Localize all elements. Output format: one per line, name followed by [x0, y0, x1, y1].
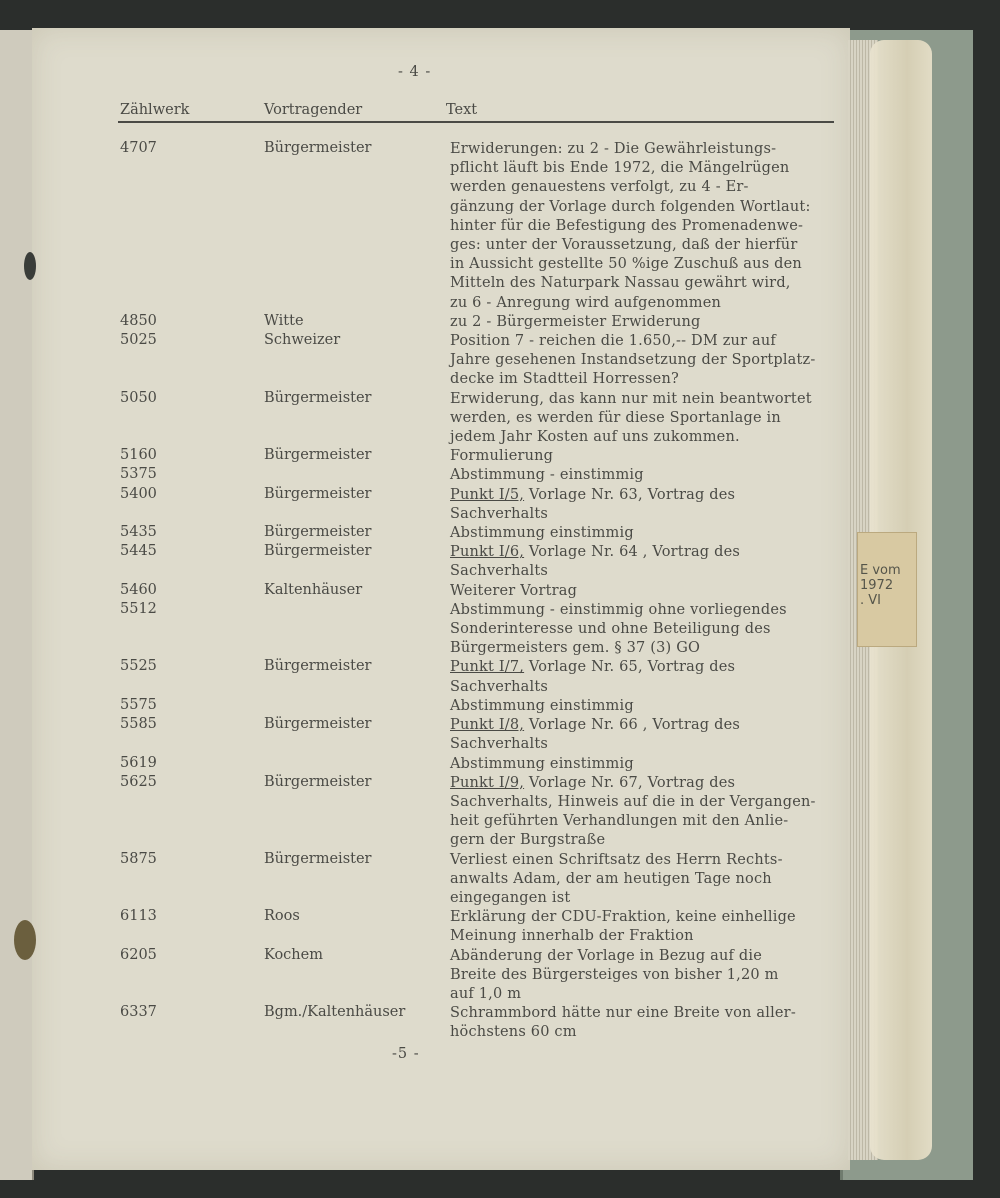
counter-cell: 6205: [120, 946, 157, 963]
header-rule: [118, 121, 834, 123]
text-cell: [450, 1004, 835, 1042]
header-text: Text: [446, 102, 478, 118]
table-row: [0, 716, 1000, 754]
speaker-cell: Bürgermeister: [264, 658, 372, 675]
text-cell: [450, 947, 835, 1005]
header-counter: Zählwerk: [120, 102, 190, 118]
counter-cell: 4850: [120, 312, 157, 329]
table-row: [0, 947, 1000, 1005]
agenda-item-ref: Punkt I/6,: [450, 544, 525, 561]
counter-cell: 5875: [120, 850, 157, 867]
speaker-cell: Witte: [264, 312, 304, 329]
text-body: Schrammbord hätte nur eine Breite von aller- höchstens 60 cm: [450, 1005, 796, 1041]
speaker-cell: Kochem: [264, 946, 323, 963]
speaker-cell: Bürgermeister: [264, 716, 372, 733]
table-row: [0, 543, 1000, 581]
archive-label-line: 1972: [860, 578, 894, 593]
text-body: Erwiderung, das kann nur mit nein beantwortet werden, es werden für diese Sportanlage in jedem Jahr Kosten auf uns zukommen.: [450, 390, 812, 446]
text-cell: [450, 658, 835, 696]
speaker-cell: Kaltenhäuser: [264, 581, 363, 598]
agenda-item-ref: Punkt I/7,: [450, 659, 525, 676]
table-row: [0, 140, 1000, 313]
counter-cell: 5625: [120, 773, 157, 790]
agenda-item-ref: Punkt I/5,: [450, 486, 525, 503]
archive-label-line: E vom: [860, 563, 901, 578]
text-cell: [450, 601, 835, 659]
text-cell: [450, 851, 835, 909]
text-cell: [450, 697, 835, 716]
speaker-cell: Schweizer: [264, 332, 341, 349]
counter-cell: 5375: [120, 466, 157, 483]
header-speaker: Vortragender: [264, 102, 363, 118]
counter-cell: 5525: [120, 658, 157, 675]
text-body: zu 2 - Bürgermeister Erwiderung: [450, 313, 701, 330]
table-row: [0, 658, 1000, 696]
agenda-item-ref: Punkt I/8,: [450, 717, 525, 734]
text-body: Vorlage Nr. 63, Vortrag des Sachverhalts: [450, 486, 736, 522]
text-body: Vorlage Nr. 66 , Vortrag des Sachverhalts: [450, 717, 740, 753]
counter-cell: 6337: [120, 1004, 157, 1021]
table-row: [0, 851, 1000, 909]
counter-cell: 5619: [120, 754, 157, 771]
text-body: Position 7 - reichen die 1.650,-- DM zur auf Jahre gesehenen Instandsetzung der Sportplatz- decke im Stadtteil Horressen?: [450, 333, 816, 388]
text-cell: [450, 755, 835, 774]
speaker-cell: Bürgermeister: [264, 850, 372, 867]
text-cell: [450, 466, 835, 485]
text-body: Vorlage Nr. 65, Vortrag des Sachverhalts: [450, 659, 736, 695]
speaker-cell: Roos: [264, 908, 300, 925]
counter-cell: 5445: [120, 543, 157, 560]
table-row: [0, 524, 1000, 543]
speaker-cell: Bürgermeister: [264, 389, 372, 406]
text-body: Abstimmung einstimmig: [450, 525, 634, 542]
text-body: Abstimmung einstimmig: [450, 697, 634, 714]
counter-cell: 5512: [120, 600, 157, 617]
counter-cell: 5160: [120, 447, 157, 464]
counter-cell: 5435: [120, 524, 157, 541]
table-row: [0, 332, 1000, 390]
table-row: [0, 601, 1000, 659]
speaker-cell: Bürgermeister: [264, 773, 372, 790]
text-body: Vorlage Nr. 67, Vortrag des Sachverhalts, Hinweis auf die in der Vergangen- heit geführten Verhandlungen mit den Anlie- gern der Burgstraße: [450, 774, 816, 849]
text-cell: [450, 140, 835, 313]
page-number-top: - 4 -: [398, 64, 432, 80]
table-row: [0, 697, 1000, 716]
counter-cell: 5050: [120, 389, 157, 406]
archive-label-line: . VI: [860, 593, 881, 608]
minutes-table: [0, 140, 1000, 1043]
table-row: [0, 1004, 1000, 1042]
text-body: Abänderung der Vorlage in Bezug auf die Breite des Bürgersteiges von bisher 1,20 m auf 1,0 m: [450, 947, 779, 1002]
text-cell: [450, 486, 835, 524]
text-body: Abstimmung - einstimmig: [450, 467, 644, 484]
table-row: [0, 390, 1000, 448]
agenda-item-ref: Punkt I/9,: [450, 774, 525, 791]
text-cell: [450, 543, 835, 581]
text-body: Abstimmung einstimmig: [450, 755, 634, 772]
text-cell: [450, 313, 835, 332]
text-body: Formulierung: [450, 448, 554, 465]
table-row: [0, 774, 1000, 851]
speaker-cell: Bürgermeister: [264, 543, 372, 560]
speaker-cell: Bürgermeister: [264, 447, 372, 464]
counter-cell: 5575: [120, 696, 157, 713]
text-body: Erwiderungen: zu 2 - Die Gewährleistungs- pflicht läuft bis Ende 1972, die Mängelrügen werden genauestens verfolgt, zu 4 - Er- gänzung der Vorlage durch folgenden Wortlaut: hinter für die Befestigung des Promenadenwe- ges: unter der Voraussetzung, daß der hierfür in Aussicht gestellte 50 %ige Zuschuß aus den Mitteln des Naturpark Nassau gewährt wird, zu 6 - Anregung wird aufgenommen: [450, 141, 811, 311]
text-body: Verliest einen Schriftsatz des Herrn Rechts- anwalts Adam, der am heutigen Tage noch eingegangen ist: [450, 851, 783, 906]
counter-cell: 5025: [120, 332, 157, 349]
text-cell: [450, 582, 835, 601]
counter-cell: 5400: [120, 485, 157, 502]
text-cell: [450, 332, 835, 390]
text-cell: [450, 447, 835, 466]
speaker-cell: Bürgermeister: [264, 524, 372, 541]
page-number-bottom: -5 -: [392, 1046, 420, 1062]
text-body: Vorlage Nr. 64 , Vortrag des Sachverhalts: [450, 544, 740, 580]
table-row: [0, 486, 1000, 524]
counter-cell: 6113: [120, 908, 157, 925]
table-row: [0, 908, 1000, 946]
table-row: [0, 313, 1000, 332]
table-row: [0, 582, 1000, 601]
text-cell: [450, 908, 835, 946]
text-cell: [450, 524, 835, 543]
speaker-cell: Bgm./Kaltenhäuser: [264, 1004, 406, 1021]
text-cell: [450, 774, 835, 851]
text-cell: [450, 716, 835, 754]
text-body: Abstimmung - einstimmig ohne vorliegendes Sonderinteresse und ohne Beteiligung des Bürgermeisters gem. § 37 (3) GO: [450, 601, 787, 657]
text-cell: [450, 390, 835, 448]
text-body: Erklärung der CDU-Fraktion, keine einhellige Meinung innerhalb der Fraktion: [450, 909, 796, 945]
speaker-cell: Bürgermeister: [264, 140, 372, 156]
table-row: [0, 447, 1000, 466]
counter-cell: 5460: [120, 581, 157, 598]
speaker-cell: Bürgermeister: [264, 485, 372, 502]
table-row: [0, 466, 1000, 485]
table-row: [0, 755, 1000, 774]
text-body: Weiterer Vortrag: [450, 582, 578, 599]
counter-cell: 4707: [120, 140, 157, 156]
counter-cell: 5585: [120, 716, 157, 733]
